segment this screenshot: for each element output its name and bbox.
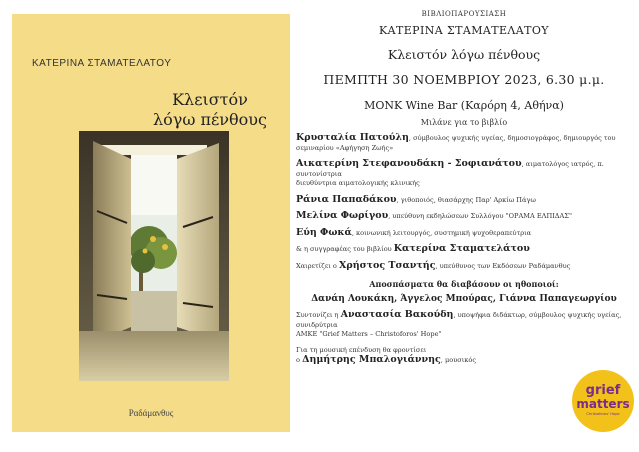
speaker-desc: , υπεύθυνη εκδηλώσεων Συλλόγου "ΟΡΑΜΑ ΕΛΠΙΔΑΣ": [388, 212, 573, 220]
author-line-name: Κατερίνα Σταματελάτου: [393, 243, 530, 254]
musician-name: Δημήτρης Μπαλογιάννης: [302, 354, 441, 365]
coordinator-name: Αναστασία Βακούδη: [340, 309, 454, 320]
event-title: Κλειστόν λόγω πένθους: [387, 47, 541, 62]
cover-photo-open-doors: [79, 131, 229, 381]
readers-names: Δανάη Λουκάκη, Άγγελος Μπούρας, Γιάννα Παπαγεωργίου: [311, 294, 617, 304]
coordinator-prefix: Συντονίζει η: [296, 311, 341, 319]
speaker-name: Αικατερίνη Στεφανουδάκη - Σοφιανάτου: [296, 158, 522, 169]
event-label: ΒΙΒΛΙΟΠΑΡΟΥΣΙΑΣΗ: [421, 10, 507, 18]
cover-title: [140, 90, 280, 130]
speaker-entry: [296, 228, 632, 239]
coordinator-desc: , υποψήφια διδάκτωρ, σύμβουλος ψυχικής υγείας, συνιδρύτρια: [296, 311, 622, 329]
speakers-heading: Μιλάνε για το βιβλίο: [420, 118, 508, 127]
speaker-name: Κρυσταλία Πατούλη: [296, 132, 409, 143]
speaker-entry: [296, 211, 632, 222]
logo-tagline: Christoforos' Hope: [586, 412, 620, 416]
cover-title-line1: Κλειστόν: [172, 90, 248, 109]
speaker-desc-cont: διευθύντρια αιματολογικής κλινικής: [296, 179, 420, 187]
cover-publisher: Ραδάμανθυς: [128, 408, 174, 418]
event-date: ΠΕΜΠΤΗ 30 ΝΟΕΜΒΡΙΟΥ 2023, 6.30 μ.μ.: [323, 72, 605, 87]
event-venue: MONK Wine Bar (Καρόρη 4, Αθήνα): [364, 99, 564, 112]
event-details: [296, 10, 632, 366]
greeting-prefix: Χαιρετίζει ο: [296, 261, 339, 270]
musician-suffix: , μουσικός: [440, 356, 477, 364]
logo-word-grief: grief: [585, 383, 621, 398]
speaker-name: Ράνια Παπαδάκου: [296, 193, 397, 205]
cover-title-line2: λόγω πένθους: [153, 110, 267, 129]
music-line-text: Για τη μουσική επένδυση θα φροντίσει: [296, 345, 427, 354]
coordinator-desc-cont: ΑΜΚΕ "Grief Matters – Christoforos' Hope": [296, 330, 442, 338]
speaker-entry: [296, 159, 632, 189]
book-cover: [12, 14, 290, 432]
author-line-prefix: & η συγγραφέας του βιβλίου: [296, 245, 394, 253]
author-line: [296, 244, 632, 255]
musician-prefix: ο: [296, 356, 303, 364]
speaker-desc: , κοινωνική λειτουργός, συστημική ψυχοθεραπεύτρια: [351, 228, 532, 237]
cover-author: ΚΑΤΕΡΙΝΑ ΣΤΑΜΑΤΕΛΑΤΟΥ: [32, 58, 172, 69]
logo-word-matters: matters: [576, 397, 630, 411]
event-author: ΚΑΤΕΡΙΝΑ ΣΤΑΜΑΤΕΛΑΤΟΥ: [379, 24, 549, 37]
grief-matters-logo: [572, 370, 634, 432]
speaker-name: Εύη Φωκά: [296, 226, 352, 238]
readers-heading: Αποσπάσματα θα διαβάσουν οι ηθοποιοί:: [369, 279, 559, 289]
greeting-suffix: , υπεύθυνος των Εκδόσεων Ραδάμανθυς: [435, 261, 571, 270]
speaker-entry: [296, 195, 632, 206]
speaker-desc: , γιθοποιός, θιασάρχης Παρ' Αρκίω Πάγω: [396, 195, 536, 204]
coordinator-line: [296, 310, 632, 340]
speaker-desc: , σύμβουλος ψυχικής υγείας, δημοσιογράφος, δημιουργός του: [408, 134, 616, 142]
speaker-entry: [296, 133, 632, 153]
greeting-line: [296, 261, 632, 272]
greeting-name: Χρήστος Τσαντής: [339, 259, 436, 271]
music-line: [296, 346, 632, 366]
speaker-name: Μελίνα Φωρίγου: [296, 210, 389, 221]
speaker-desc-cont: σεμιναρίου «Αφήγηση Ζωής»: [296, 143, 394, 152]
speaker-desc: , αιματολόγος ιατρός, π. συντονίστρια: [296, 160, 604, 178]
